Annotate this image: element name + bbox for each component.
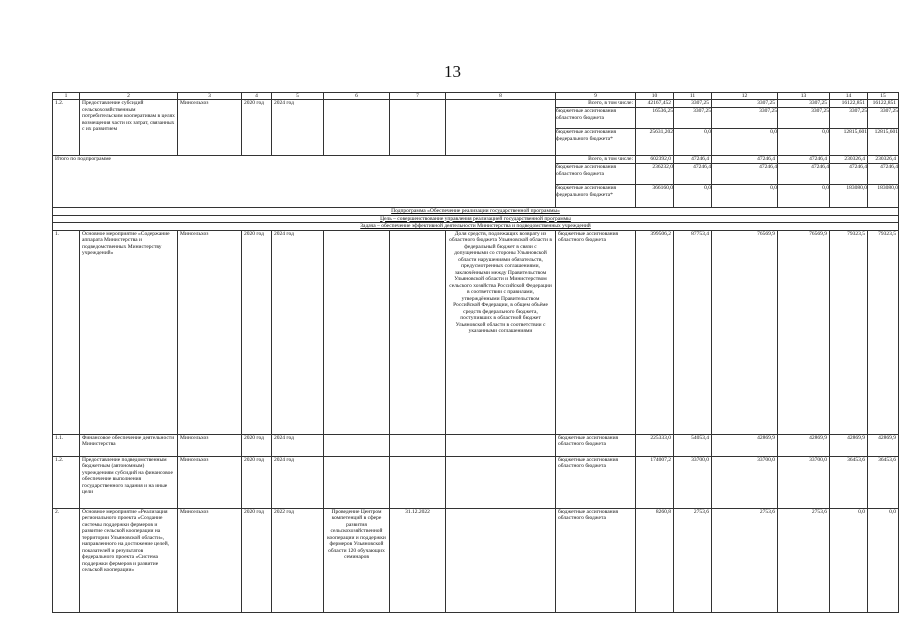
task-heading: Задача – обеспечение эффективной деятельности Министерства и подведомственных учреждений	[53, 223, 899, 231]
col-header: 2	[80, 93, 178, 100]
col-header: 5	[272, 93, 324, 100]
funding-source: Всего, в том числе:	[588, 156, 633, 162]
amount-cell: 183080,0	[868, 184, 899, 205]
end-year: 2024 год	[272, 434, 324, 456]
table-row	[53, 100, 899, 156]
amount-cell: 230326,4	[875, 156, 896, 162]
amount-cell: 12815,601	[830, 128, 868, 149]
amount-cell: 3307,25	[868, 107, 899, 128]
amount-cell: 183080,0	[830, 184, 868, 205]
col-header: 8	[446, 93, 556, 100]
row-number: 2.	[53, 508, 80, 612]
executor: Минсельхоз	[178, 508, 242, 612]
measure-name: Основное мероприятие «Содержание аппарата Министерства и подведомственных Министерству учреждений»	[80, 230, 178, 434]
indicator-text: Доля средств, подлежащих возврату из областного бюджета Ульяновской области в федеральный бюджет в связи с допущенными со стороны Ульяновской области нарушениями обязательств, предусмотренных соглашениями, заключёнными между Правительством Ульяновской области и Министерством сельского хозяйства Российской Федерации в соответствии с правилами, утверждёнными Правительством Российской Федерации, в общем объёме средств федерального бюджета, поступивших в областной бюджет Ульяновской области в соответствии с указанными соглашениями	[446, 230, 556, 434]
funding-source: бюджетные ассигнования областного бюджета	[556, 434, 636, 456]
page-number: 13	[444, 62, 461, 81]
amount-cell: 12815,601	[868, 128, 899, 149]
funding-source: бюджетные ассигнования областного бюджета	[556, 508, 636, 612]
amount-cell: 3307,25	[809, 100, 827, 106]
amount-cell: 47246,4	[691, 156, 709, 162]
amount-cell: 33700,0	[712, 456, 778, 508]
total-row	[53, 156, 899, 208]
total-label: Итого по подпрограмме	[53, 156, 556, 208]
amount-cell: 230326,4	[844, 156, 865, 162]
amount-cell: 366160,0	[636, 184, 674, 205]
amount-cell: 33700,0	[674, 456, 712, 508]
amount-cell: 79323,5	[830, 230, 868, 434]
col-header: 13	[778, 93, 830, 100]
amount-cell: 236232,0	[636, 163, 674, 184]
executor: Минсельхоз	[178, 434, 242, 456]
table-row	[53, 230, 899, 434]
start-year: 2020 год	[242, 456, 272, 508]
amount-cell: 42869,9	[868, 434, 899, 456]
col-header: 7	[390, 93, 446, 100]
start-year: 2020 год	[242, 434, 272, 456]
col-header: 10	[636, 93, 674, 100]
col-header: 12	[712, 93, 778, 100]
end-year: 2022 год	[272, 508, 324, 612]
funding-sources	[556, 100, 636, 156]
row-number: 1.1.	[53, 434, 80, 456]
amount-cell: 3307,25	[712, 107, 778, 128]
start-year: 2020 год	[242, 508, 272, 612]
amount-cell: 0,0	[712, 128, 778, 149]
amount-cell: 2753,6	[674, 508, 712, 612]
amount-cell: 2753,6	[778, 508, 830, 612]
amount-cell: 602392,0	[650, 156, 671, 162]
executor: Минсельхоз	[178, 100, 242, 156]
end-year: 2024 год	[272, 456, 324, 508]
amount-cell: 0,0	[674, 184, 712, 205]
col-header: 14	[830, 93, 868, 100]
amount-cell: 47246,4	[757, 156, 775, 162]
amount-cell: 33700,0	[778, 456, 830, 508]
col-header: 6	[324, 93, 390, 100]
funding-source: Всего, в том числе:	[588, 100, 633, 106]
amount-cell: 0,0	[674, 128, 712, 149]
col-header: 1	[53, 93, 80, 100]
amount-cell: 47246,4	[809, 156, 827, 162]
funding-source: бюджетные ассигнования федерального бюджета*	[556, 128, 636, 149]
table-row	[53, 508, 899, 612]
amount-cell: 87753,4	[674, 230, 712, 434]
amount-cell: 16536,25	[636, 107, 674, 128]
event-text: Проведение Центром компетенций в сфере развития сельскохозяйственной кооперации и поддержки фермеров Ульяновской области 120 обучающих семинаров	[324, 508, 390, 612]
amount-cell: 225333,0	[636, 434, 674, 456]
measure-name: Предоставление подведомственным бюджетным (автономным) учреждениям субсидий на финансовое обеспечение выполнения государственного задания и на иные цели	[80, 456, 178, 508]
amount-cell: 36453,6	[830, 456, 868, 508]
amount-cell: 16122,851	[841, 100, 865, 106]
subprogram-heading: Подпрограмма «Обеспечение реализации государственной программы»	[53, 208, 899, 216]
start-year: 2020 год	[242, 230, 272, 434]
amount-cell: 47246,4	[830, 163, 868, 184]
amount-cell: 3307,25	[778, 107, 830, 128]
amount-cell: 0,0	[778, 128, 830, 149]
table-row	[53, 434, 899, 456]
col-header: 4	[242, 93, 272, 100]
funding-source: бюджетные ассигнования областного бюджета	[556, 456, 636, 508]
financing-table	[52, 92, 899, 613]
col-header: 11	[674, 93, 712, 100]
col-header: 15	[868, 93, 899, 100]
measure-name: Финансовое обеспечение деятельности Министерства	[80, 434, 178, 456]
funding-source: бюджетные ассигнования областного бюджета	[556, 230, 636, 434]
amount-cell: 42869,9	[712, 434, 778, 456]
start-year: 2020 год	[242, 100, 272, 156]
amount-cell: 8260,8	[636, 508, 674, 612]
amount-cell: 79323,5	[868, 230, 899, 434]
amount-cell: 3307,25	[691, 100, 709, 106]
amount-cell: 47246,4	[712, 163, 778, 184]
amount-cell: 42869,9	[778, 434, 830, 456]
col-header: 9	[556, 93, 636, 100]
row-number: 1.	[53, 230, 80, 434]
amount-cell: 47246,4	[674, 163, 712, 184]
amount-cell: 36453,6	[868, 456, 899, 508]
funding-source: бюджетные ассигнования областного бюджета	[556, 163, 636, 184]
amount-cell: 3307,25	[830, 107, 868, 128]
amount-cell: 42869,9	[830, 434, 868, 456]
amount-cell: 54053,4	[674, 434, 712, 456]
end-year: 2024 год	[272, 100, 324, 156]
amount-cell: 0,0	[830, 508, 868, 612]
amount-cell: 2753,6	[712, 508, 778, 612]
goal-heading: Цель – совершенствование управления реализацией государственной программы	[53, 215, 899, 223]
amount-cell: 0,0	[868, 508, 899, 612]
amount-cell: 16122,851	[872, 100, 896, 106]
amount-cell: 0,0	[712, 184, 778, 205]
amount-cell: 3307,25	[757, 100, 775, 106]
amount-cell: 76569,9	[712, 230, 778, 434]
event-date: 31.12.2022	[390, 508, 446, 612]
amount-cell: 42167,452	[647, 100, 671, 106]
funding-source: бюджетные ассигнования федерального бюджета*	[556, 184, 636, 205]
amount-cell: 399506,2	[636, 230, 674, 434]
row-number: 1.2.	[53, 100, 80, 156]
amount-cell: 3307,25	[674, 107, 712, 128]
amount-cell: 25631,202	[636, 128, 674, 149]
amount-cell: 47246,4	[868, 163, 899, 184]
table-row	[53, 456, 899, 508]
measure-name: Основное мероприятие «Реализация регионального проекта «Создание системы поддержки фермеров и развитие сельской кооперации на территории Ульяновской области», направленного на достижение целей, показателей и результатов федерального проекта «Система поддержки фермеров и развитие сельской кооперации»	[80, 508, 178, 612]
col-header: 3	[178, 93, 242, 100]
executor: Минсельхоз	[178, 230, 242, 434]
executor: Минсельхоз	[178, 456, 242, 508]
column-number-row	[53, 93, 899, 100]
end-year: 2024 год	[272, 230, 324, 434]
amount-cell: 0,0	[778, 184, 830, 205]
amount-cell: 47246,4	[778, 163, 830, 184]
amount-cell: 76569,9	[778, 230, 830, 434]
row-number: 1.2.	[53, 456, 80, 508]
measure-name: Предоставление субсидий сельскохозяйственным потребительским кооперативам в целях возмещения части их затрат, связанных с их развитием	[80, 100, 178, 156]
funding-source: бюджетные ассигнования областного бюджета	[556, 107, 636, 128]
amount-cell: 174007,2	[636, 456, 674, 508]
